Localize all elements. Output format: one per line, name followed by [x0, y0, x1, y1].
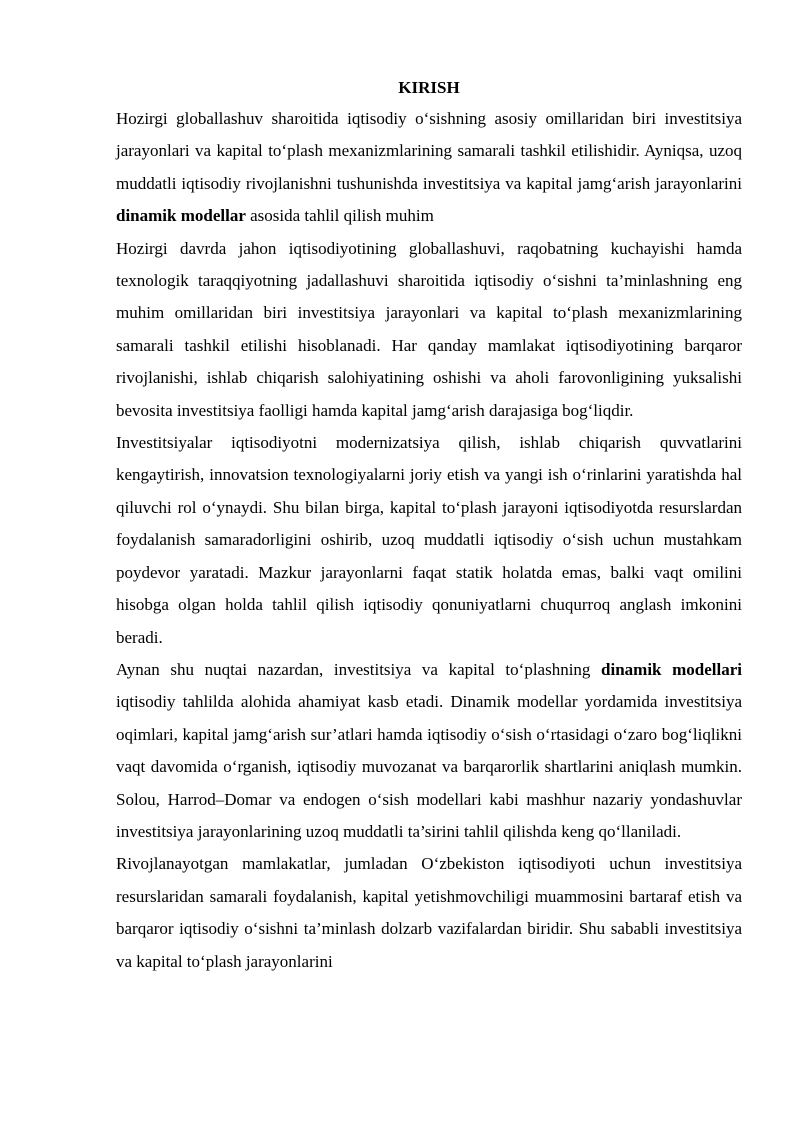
paragraph-2: Hozirgi davrda jahon iqtisodiyotining globallashuvi, raqobatning kuchayishi hamda texnologik taraqqiyotning jadallashuvi sharoitida iqtisodiy o‘sishni ta’minlashning eng muhim omillaridan biri investitsiya jarayonlari va kapital to‘plash mexanizmlarining samarali tashkil etilishi hisoblanadi. Har qanday mamlakat iqtisodiyotining barqaror rivojlanishi, ishlab chiqarish salohiyatining oshishi va aholi farovonligining yuksalishi bevosita investitsiya faolligi hamda kapital jamg‘arish darajasiga bog‘liqdir.	[116, 238, 742, 420]
page-title: KIRISH	[398, 78, 460, 97]
paragraph-1	[116, 103, 742, 233]
document-page	[116, 74, 742, 978]
paragraph-4-bold-term: dinamik modellari	[601, 659, 742, 679]
paragraph-4	[116, 654, 742, 848]
paragraph-3: Investitsiyalar iqtisodiyotni modernizatsiya qilish, ishlab chiqarish quvvatlarini kengaytirish, innovatsion texnologiyalarni joriy etish va yangi ish o‘rinlarini yaratishda hal qiluvchi rol o‘ynaydi. Shu bilan birga, kapital to‘plash jarayoni iqtisodiyotda resurslardan foydalanish samaradorligini oshirib, uzoq muddatli iqtisodiy o‘sish uchun mustahkam poydevor yaratadi. Mazkur jarayonlarni faqat statik holatda emas, balki vaqt omilini hisobga olgan holda tahlil qilish iqtisodiy qonuniyatlarni chuqurroq anglash imkonini beradi.	[116, 433, 742, 647]
paragraph-1-bold-term: dinamik modellar	[116, 206, 246, 226]
paragraph-5: Rivojlanayotgan mamlakatlar, jumladan O‘zbekiston iqtisodiyoti uchun investitsiya resurslaridan samarali foydalanish, kapital yetishmovchiligi muammosini bartaraf etish va barqaror iqtisodiy o‘sishni ta’minlash dolzarb vazifalardan biridir. Shu sababli investitsiya va kapital to‘plash jarayonlarini	[116, 854, 742, 971]
paragraph-1-text-before: Hozirgi globallashuv sharoitida iqtisodiy o‘sishning asosiy omillaridan biri investitsiya jarayonlari va kapital to‘plash mexanizmlarining samarali tashkil etilishidir. Ayniqsa, uzoq muddatli iqtisodiy rivojlanishni tushunishda investitsiya va kapital jamg‘arish jarayonlarini	[116, 109, 742, 193]
paragraph-4-text-after: iqtisodiy tahlilda alohida ahamiyat kasb etadi. Dinamik modellar yordamida investitsiya oqimlari, kapital jamg‘arish sur’atlari hamda iqtisodiy o‘sish o‘rtasidagi o‘zaro bog‘liqlikni vaqt davomida o‘rganish, iqtisodiy muvozanat va barqarorlik shartlarini aniqlash mumkin. Solou, Harrod–Domar va endogen o‘sish modellari kabi mashhur nazariy yondashuvlar investitsiya jarayonlarining uzoq muddatli ta’sirini tahlil qilishda keng qo‘llaniladi.	[116, 692, 742, 841]
paragraph-1-text-after: asosida tahlil qilish muhim	[245, 206, 434, 226]
paragraph-4-text-before: Aynan shu nuqtai nazardan, investitsiya va kapital to‘plashning	[116, 659, 602, 679]
